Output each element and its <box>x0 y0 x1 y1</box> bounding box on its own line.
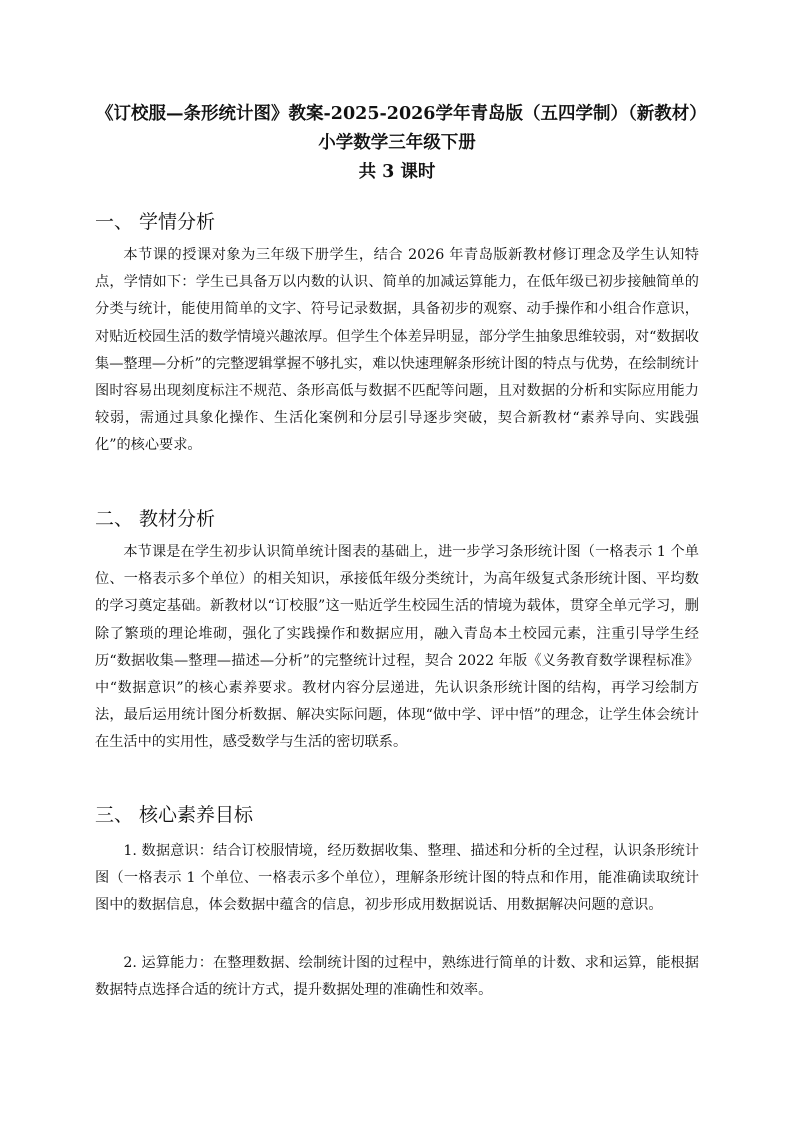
goal-paragraph-computation: 2. 运算能力：在整理数据、绘制统计图的过程中，熟练进行简单的计数、求和运算，能根据数据特点选择合适的统计方式，提升数据处理的准确性和效率。 <box>95 955 699 999</box>
section-paragraph-student-analysis: 本节课的授课对象为三年级下册学生，结合 2026 年青岛版新教材修订理念及学生认知特点，学情如下：学生已具备万以内数的认识、简单的加减运算能力，在低年级已初步接触简单的分类与统计，能使用简单的文字、符号记录数据，具备初步的观察、动手操作和小组合作意识，对贴近校园生活的数学情境兴趣浓厚。但学生个体差异明显，部分学生抽象思维较弱，对“数据收集—整理—分析”的完整逻辑掌握不够扎实，难以快速理解条形统计图的特点与优势，在绘制统计图时容易出现刻度标注不规范、条形高低与数据不匹配等问题，且对数据的分析和实际应用能力较弱，需通过具象化操作、生活化案例和分层引导逐步突破，契合新教材“素养导向、实践强化”的核心要求。 <box>95 247 699 454</box>
section-heading-textbook-analysis: 二、 教材分析 <box>95 508 216 530</box>
section-heading-core-goals: 三、 核心素养目标 <box>95 804 254 826</box>
section-heading-student-analysis: 一、 学情分析 <box>95 211 216 233</box>
goal-paragraph-data-awareness: 1. 数据意识：结合订校服情境，经历数据收集、整理、描述和分析的全过程，认识条形统计图（一格表示 1 个单位、一格表示多个单位），理解条形统计图的特点和作用，能准确读取统计图中的数据信息，体会数据中蕴含的信息，初步形成用数据说话、用数据解决问题的意识。 <box>95 843 699 914</box>
document-title: 《订校服—条形统计图》教案-2025-2026学年青岛版（五四学制）（新教材）小学数学三年级下册 <box>96 104 698 153</box>
lesson-count: 共 3 课时 <box>358 162 436 182</box>
section-paragraph-textbook-analysis: 本节课是在学生初步认识简单统计图表的基础上，进一步学习条形统计图（一格表示 1 个单位、一格表示多个单位）的相关知识，承接低年级分类统计，为高年级复式条形统计图、平均数的学习奠定基础。新教材以“订校服”这一贴近学生校园生活的情境为载体，贯穿全单元学习，删除了繁琐的理论堆砌，强化了实践操作和数据应用，融入青岛本土校园元素，注重引导学生经历“数据收集—整理—描述—分析”的完整统计过程，契合 2022 年版《义务教育数学课程标准》中“数据意识”的核心素养要求。教材内容分层递进，先认识条形统计图的结构，再学习绘制方法，最后运用统计图分析数据、解决实际问题，体现“做中学、评中悟”的理念，让学生体会统计在生活中的实用性，感受数学与生活的密切联系。 <box>95 544 699 751</box>
